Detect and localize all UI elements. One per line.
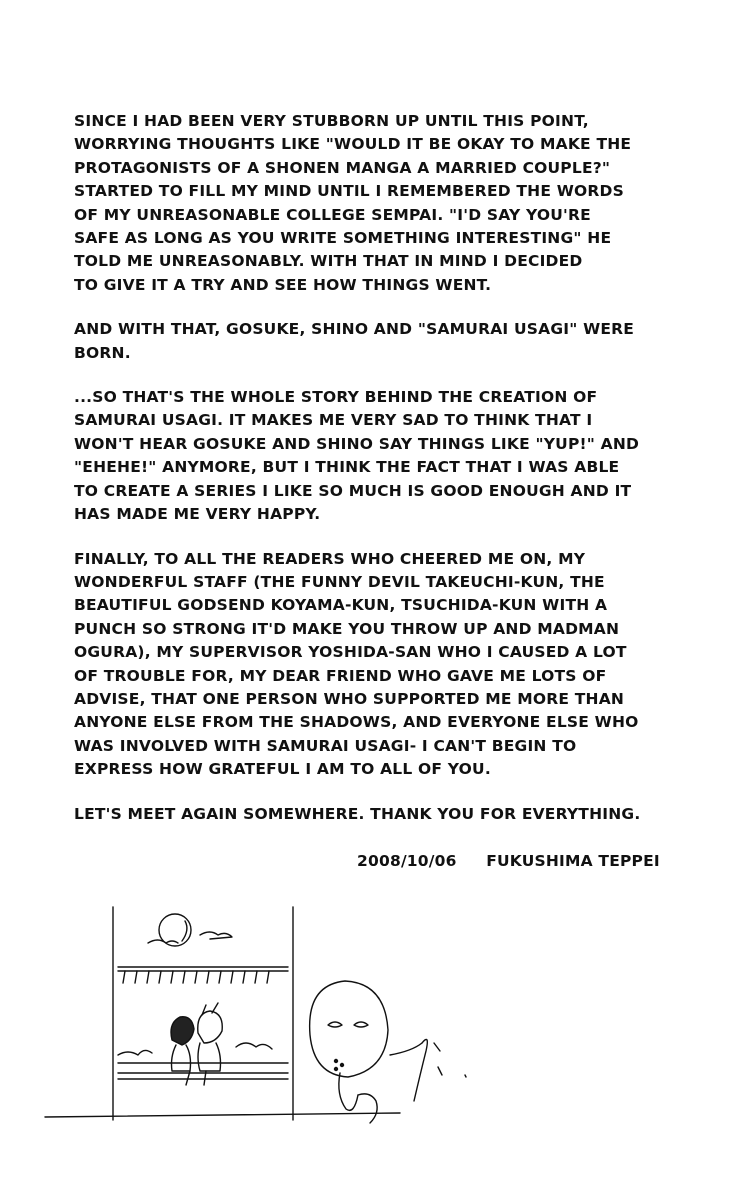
text-line: SINCE I HAD BEEN VERY STUBBORN UP UNTIL THIS POINT, — [74, 112, 589, 130]
text-line: TOLD ME UNREASONABLY. WITH THAT IN MIND I DECIDED — [74, 252, 583, 271]
signature-date: 2008/10/06 — [357, 852, 457, 870]
text-line: WORRYING THOUGHTS LIKE "WOULD IT BE OKAY TO MAKE THE — [74, 135, 632, 154]
text-line: AND WITH THAT, GOSUKE, SHINO AND "SAMURAI USAGI" WERE — [74, 320, 635, 339]
text-line: FINALLY, TO ALL THE READERS WHO CHEERED ME ON, MY — [74, 549, 586, 568]
text-line: STARTED TO FILL MY MIND UNTIL I REMEMBERED THE WORDS — [74, 182, 624, 201]
signature — [357, 852, 687, 870]
text-line: TO GIVE IT A TRY AND SEE HOW THINGS WENT. — [74, 275, 492, 294]
afterword-text — [74, 110, 699, 847]
signature-author: FUKUSHIMA TEPPEI — [486, 852, 660, 870]
sketch-illustration-icon — [40, 895, 480, 1155]
text-line: EXPRESS HOW GRATEFUL I AM TO ALL OF YOU. — [74, 760, 491, 779]
text-line: ANYONE ELSE FROM THE SHADOWS, AND EVERYONE ELSE WHO — [74, 713, 639, 732]
paragraph-4 — [74, 548, 699, 782]
text-line: WAS INVOLVED WITH SAMURAI USAGI- I CAN'T BEGIN TO — [74, 736, 577, 755]
text-line: OF TROUBLE FOR, MY DEAR FRIEND WHO GAVE ME LOTS OF — [74, 666, 607, 685]
text-line: SAFE AS LONG AS YOU WRITE SOMETHING INTERESTING" HE — [74, 229, 612, 248]
text-line: OF MY UNREASONABLE COLLEGE SEMPAI. "I'D SAY YOU'RE — [74, 205, 591, 224]
text-line: PROTAGONISTS OF A SHONEN MANGA A MARRIED COUPLE?" — [74, 158, 611, 177]
text-line: WON'T HEAR GOSUKE AND SHINO SAY THINGS LIKE "YUP!" AND — [74, 434, 640, 453]
text-line: PUNCH SO STRONG IT'D MAKE YOU THROW UP AND MADMAN — [74, 619, 620, 638]
text-line: ...SO THAT'S THE WHOLE STORY BEHIND THE CREATION OF — [74, 388, 598, 407]
text-line: BEAUTIFUL GODSEND KOYAMA-KUN, TSUCHIDA-KUN WITH A — [74, 596, 608, 615]
text-line: "EHEHE!" ANYMORE, BUT I THINK THE FACT THAT I WAS ABLE — [74, 458, 620, 477]
paragraph-2 — [74, 318, 699, 365]
paragraph-3 — [74, 386, 699, 526]
text-line: LET'S MEET AGAIN SOMEWHERE. THANK YOU FOR EVERYTHING. — [74, 804, 641, 823]
text-line: SAMURAI USAGI. IT MAKES ME VERY SAD TO THINK THAT I — [74, 411, 593, 430]
text-line: ADVISE, THAT ONE PERSON WHO SUPPORTED ME MORE THAN — [74, 689, 625, 708]
text-line: WONDERFUL STAFF (THE FUNNY DEVIL TAKEUCHI-KUN, THE — [74, 572, 605, 591]
text-line: HAS MADE ME VERY HAPPY. — [74, 505, 321, 524]
text-line: TO CREATE A SERIES I LIKE SO MUCH IS GOOD ENOUGH AND IT — [74, 481, 632, 500]
text-line: OGURA), MY SUPERVISOR YOSHIDA-SAN WHO I CAUSED A LOT — [74, 643, 627, 662]
paragraph-5 — [74, 803, 699, 826]
text-line: BORN. — [74, 343, 131, 362]
paragraph-1 — [74, 110, 699, 297]
